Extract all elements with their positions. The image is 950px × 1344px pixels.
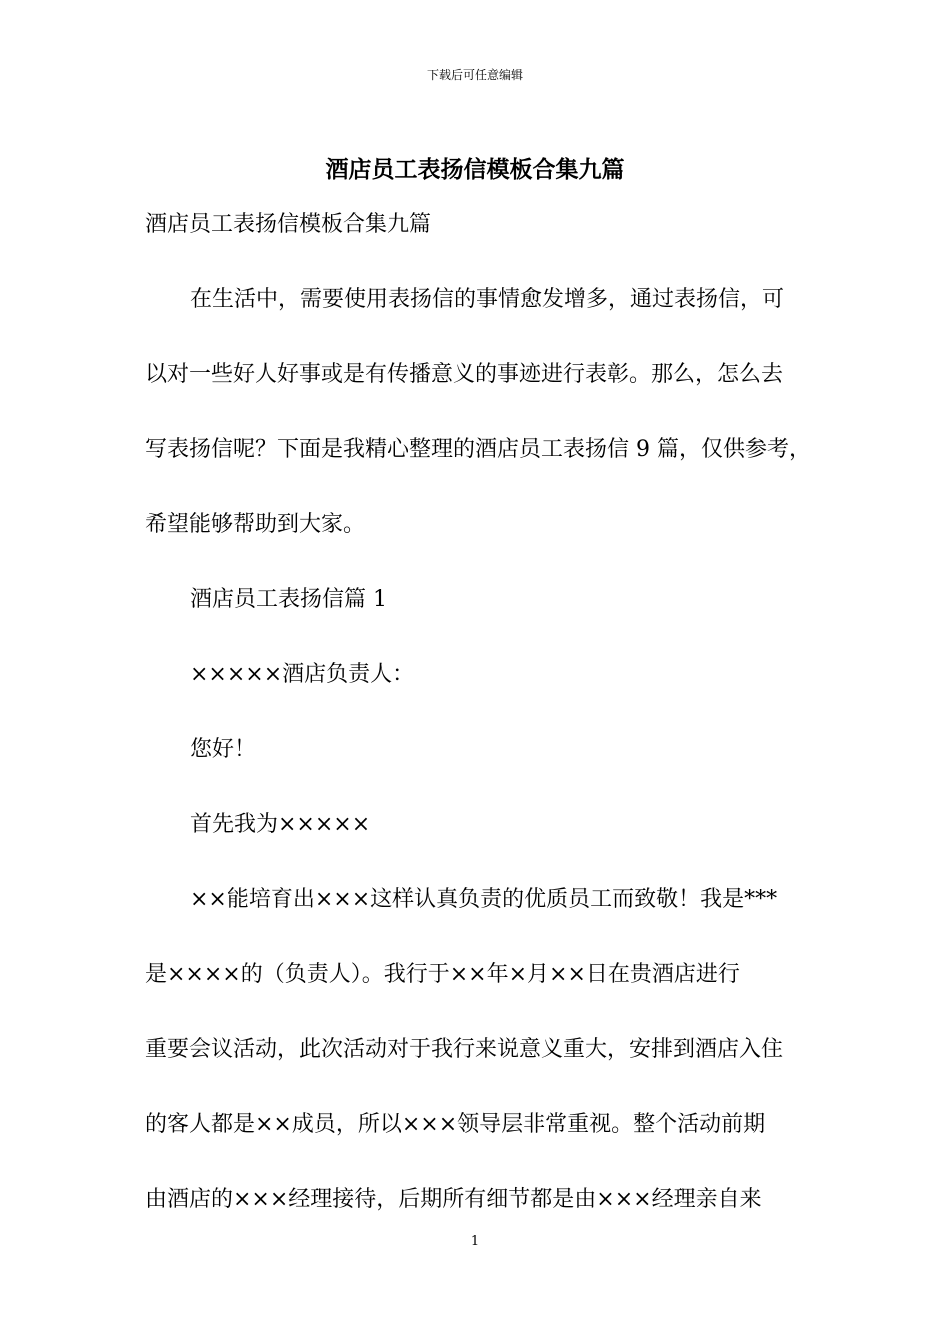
paragraph-line: 在生活中，需要使用表扬信的事情愈发增多，通过表扬信，可 (190, 287, 785, 312)
salutation-line: ×××××酒店负责人： (190, 662, 415, 687)
paragraph-line: 的客人都是××成员，所以×××领导层非常重视。整个活动前期 (145, 1112, 766, 1137)
subtitle-line: 酒店员工表扬信模板合集九篇 (145, 212, 432, 237)
greeting-line: 您好！ (190, 737, 257, 762)
document-title: 酒店员工表扬信模板合集九篇 (325, 156, 625, 183)
page-header-note: 下载后可任意编辑 (426, 68, 523, 82)
paragraph-line: ××能培育出×××这样认真负责的优质员工而致敬！我是*** (190, 887, 778, 912)
paragraph-line: 写表扬信呢？下面是我精心整理的酒店员工表扬信 9 篇，仅供参考， (145, 437, 811, 462)
page-number: 1 (470, 1234, 480, 1249)
section-heading: 酒店员工表扬信篇 1 (190, 587, 387, 612)
paragraph-line: 由酒店的×××经理接待，后期所有细节都是由×××经理亲自来 (145, 1187, 762, 1212)
paragraph-line: 重要会议活动，此次活动对于我行来说意义重大，安排到酒店入住 (145, 1037, 784, 1062)
paragraph-line: 以对一些好人好事或是有传播意义的事迹进行表彰。那么，怎么去 (145, 362, 784, 387)
paragraph-line: 首先我为××××× (190, 812, 371, 837)
paragraph-line: 希望能够帮助到大家。 (145, 512, 366, 537)
paragraph-line: 是××××的（负责人）。我行于××年×月××日在贵酒店进行 (145, 962, 740, 987)
